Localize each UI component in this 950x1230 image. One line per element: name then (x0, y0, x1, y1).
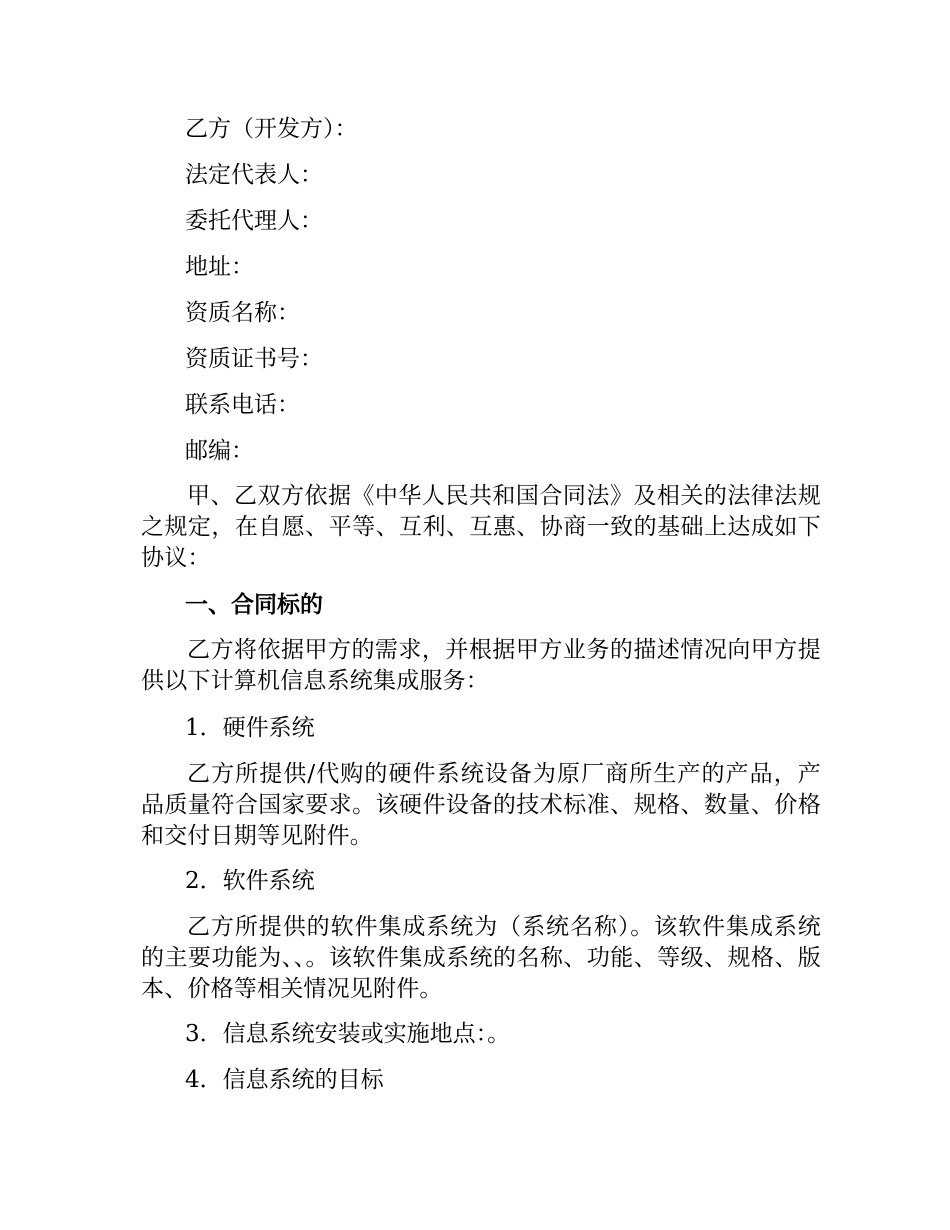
party-b-qualification-cert: 资质证书号： (185, 346, 323, 372)
section-1-intro-paragraph: 乙方将依据甲方的需求，并根据甲方业务的描述情况向甲方提供以下计算机信息系统集成服务： (141, 637, 821, 694)
item-2-title: 2．软件系统 (185, 868, 315, 894)
item-1-body: 乙方所提供/代购的硬件系统设备为原厂商所生产的产品，产品质量符合国家要求。该硬件设备的技术标准、规格、数量、价格和交付日期等见附件。 (141, 761, 821, 849)
party-b-agent: 委托代理人： (185, 208, 323, 234)
item-1-title: 1．硬件系统 (185, 715, 315, 741)
agreement-intro-paragraph: 甲、乙双方依据《中华人民共和国合同法》及相关的法律法规之规定，在自愿、平等、互利、互惠、协商一致的基础上达成如下协议： (141, 483, 821, 571)
party-b-phone: 联系电话： (185, 392, 300, 418)
party-b-title: 乙方（开发方）： (185, 116, 358, 142)
item-3-title: 3．信息系统安装或实施地点：。 (185, 1021, 511, 1047)
party-b-postcode: 邮编： (185, 438, 254, 464)
party-b-address: 地址： (185, 254, 254, 280)
section-1-heading: 一、合同标的 (185, 592, 323, 618)
item-4-title: 4．信息系统的目标 (185, 1067, 384, 1093)
party-b-representative: 法定代表人： (185, 162, 323, 188)
item-2-body: 乙方所提供的软件集成系统为（系统名称）。该软件集成系统的主要功能为、、。该软件集成系统的名称、功能、等级、规格、版本、价格等相关情况见附件。 (141, 914, 821, 1002)
party-b-qualification-name: 资质名称： (185, 300, 300, 326)
